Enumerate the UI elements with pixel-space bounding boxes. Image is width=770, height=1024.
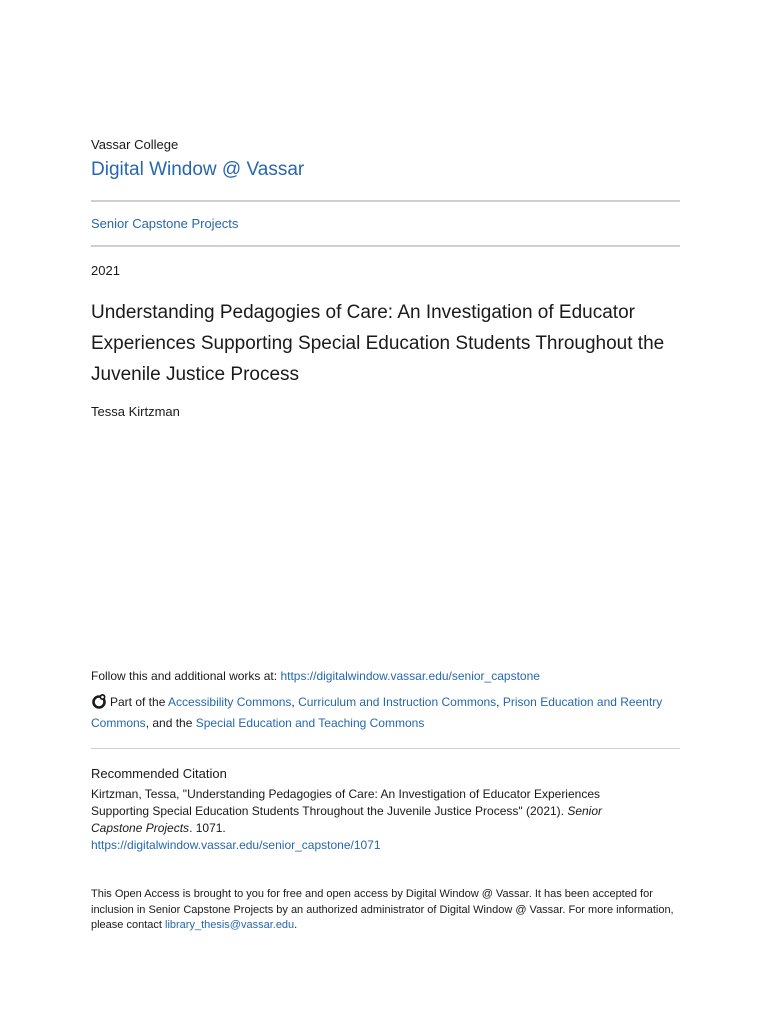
separator: ,: [291, 695, 299, 709]
citation-block: [91, 786, 651, 854]
contact-email-link[interactable]: library_thesis@vassar.edu: [165, 919, 295, 931]
collection-url-link[interactable]: https://digitalwindow.vassar.edu/senior_capstone: [280, 669, 540, 683]
separator: , and the: [145, 716, 196, 730]
accessibility-commons-link[interactable]: Accessibility Commons: [168, 695, 292, 709]
citation-number: . 1071.: [189, 821, 226, 835]
prison-education-commons-link[interactable]: Prison Education and Reentry Commons: [91, 695, 663, 730]
citation-text: Kirtzman, Tessa, "Understanding Pedagogies of Care: An Investigation of Educator Experiences Supporting Special Education Students Throughout the Juvenile Justice Process" (2021).: [91, 787, 600, 818]
part-of-prefix: Part of the: [110, 695, 169, 709]
curriculum-commons-link[interactable]: Curriculum and Instruction Commons: [298, 695, 497, 709]
citation-heading: Recommended Citation: [91, 766, 227, 781]
author-name: Tessa Kirtzman: [91, 404, 180, 419]
divider: [91, 245, 680, 247]
series-link[interactable]: Senior Capstone Projects: [91, 216, 239, 231]
citation-series: Senior Capstone Projects: [91, 804, 603, 835]
citation-url-link[interactable]: https://digitalwindow.vassar.edu/senior_capstone/1071: [91, 838, 381, 852]
work-title: Understanding Pedagogies of Care: An Investigation of Educator Experiences Supporting Special Education Students Throughout the Juvenile Justice Process: [91, 302, 665, 385]
follow-line: [91, 666, 691, 687]
notice-text: This Open Access is brought to you for free and open access by Digital Window @ Vassar. It has been accepted for inclusion in Senior Capstone Projects by an authorized administrator of Digital Window @ Vassar. For more information, please contact: [91, 888, 674, 931]
divider: [91, 748, 680, 749]
notice-end: .: [294, 919, 298, 931]
special-education-commons-link[interactable]: Special Education and Teaching Commons: [195, 716, 425, 730]
separator: ,: [496, 695, 503, 709]
repository-link[interactable]: Digital Window @ Vassar: [91, 159, 305, 180]
network-commons-icon: [91, 693, 107, 709]
divider: [91, 200, 680, 202]
follow-prefix: Follow this and additional works at:: [91, 669, 281, 683]
institution-name: Vassar College: [91, 137, 179, 152]
part-of-line: [91, 692, 681, 734]
publication-year: 2021: [91, 263, 120, 278]
open-access-notice: [91, 887, 676, 934]
